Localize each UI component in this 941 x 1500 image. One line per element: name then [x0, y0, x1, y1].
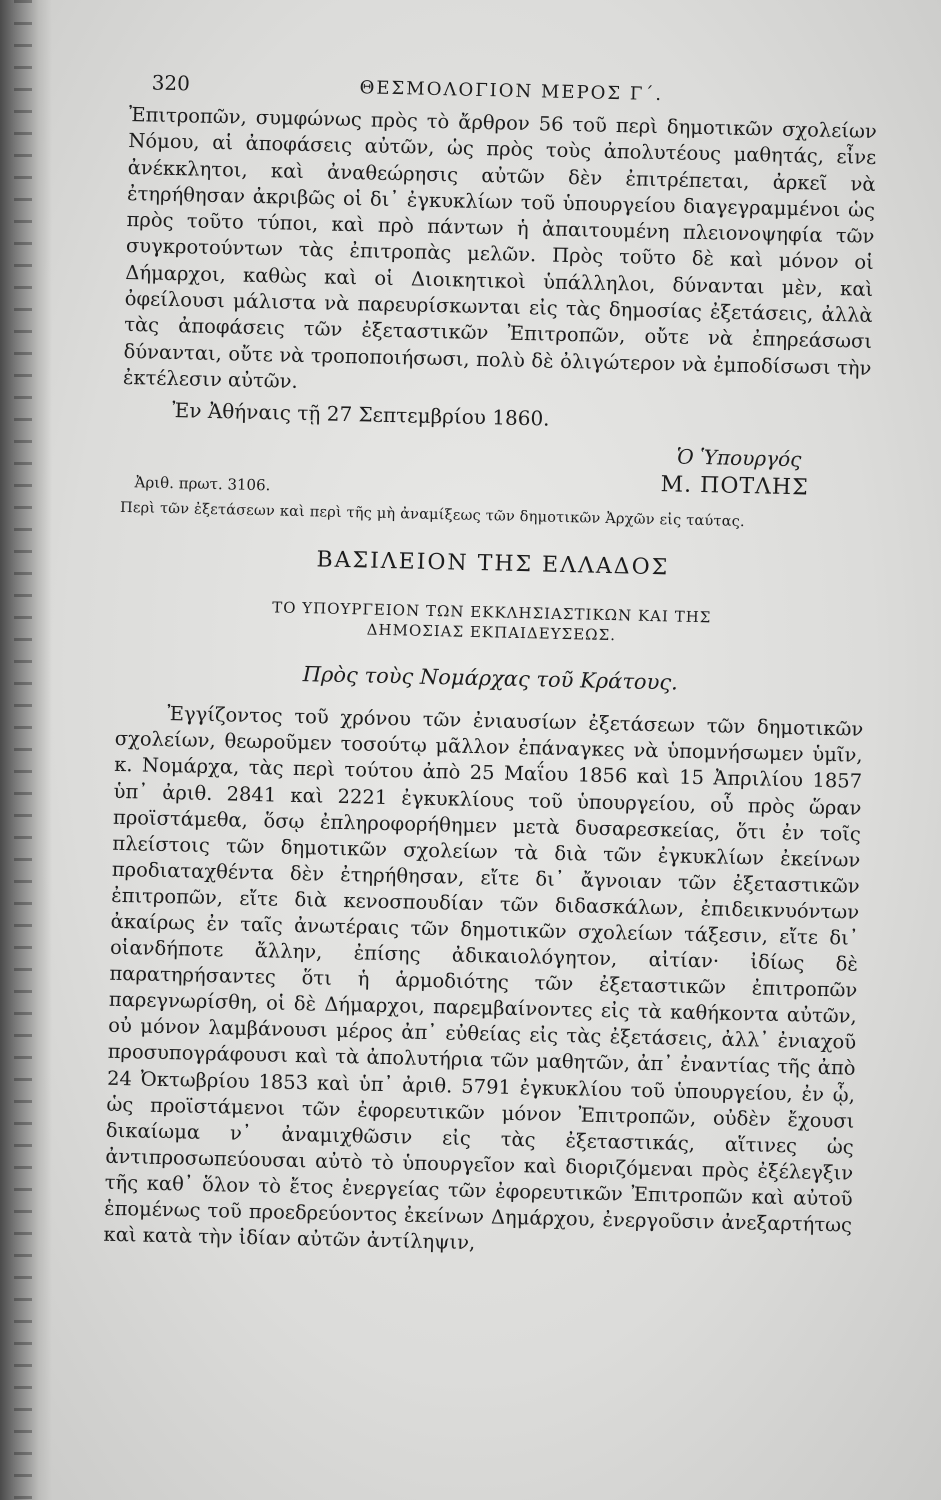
page-content	[103, 70, 878, 1265]
page-binding-shadow	[0, 0, 52, 1500]
ministry-line-2: ΔΗΜΟΣΙΑΣ ΕΚΠΑΙΔΕΥΣΕΩΣ.	[366, 620, 617, 645]
paragraph-text: Ἐγγίζοντος τοῦ χρόνου τῶν ἐνιαυσίων ἐξετάσεων τῶν δημοτικῶν σχολείων, θεωροῦμεν τοσούτῳ μᾶλλον ἐπάναγκες νὰ ὑπομνήσωμεν ὑμῖν, κ. Νομάρχα, τὰς περὶ τούτου ἀπὸ 25 Μαΐου 1856 καὶ 15 Ἀπριλίου 1857 ὑπ᾽ ἀριθ. 2841 καὶ 2221 ἐγκυκλίους τοῦ ὑπουργείου, οὗ πρὸς ὥραν προϊστάμεθα, ὅσῳ ἐπληροφορήθημεν μετὰ δυσαρεσκείας, ὅτι ἐν τοῖς πλείστοις τῶν δημοτικῶν σχολείων τὰ διὰ τῶν ἐγκυκλίων ἐκείνων προδιαταχθέντα δὲν ἐτηρήθησαν, εἴτε δι᾽ ἄγνοιαν τῶν ἐξεταστικῶν ἐπιτροπῶν, εἴτε διὰ κενοσπουδίαν τῶν διδασκάλων, ἐπιδεικνυόντων ἀκαίρως ἐν ταῖς ἀνωτέραις τῶν δημοτικῶν σχολείων τάξεσιν, εἴτε δι᾽ οἱανδήποτε ἄλλην, ἐπίσης ἀδικαιολόγητον, αἰτίαν· ἰδίως δὲ παρατηρήσαντες ὅτι ἡ ἁρμοδιότης τῶν ἐξεταστικῶν ἐπιτροπῶν παρεγνωρίσθη, οἱ δὲ Δήμαρχοι, παρεμβαίνοντες εἰς τὰ καθήκοντα αὐτῶν, οὐ μόνον λαμβάνουσι μέρος ἀπ᾽ εὐθείας εἰς τὰς ἐξετάσεις, ἀλλ᾽ ἐνιαχοῦ προσυπογράφουσι καὶ τὰ ἀπολυτήρια τῶν μαθητῶν, ἀπ᾽ ἐναντίας τῆς ἀπὸ 24 Ὀκτωβρίου 1853 καὶ ὑπ᾽ ἀριθ. 5791 ἐγκυκλίου τοῦ ὑπουργείου, ἐν ᾧ, ὡς προϊστάμενοι τῶν ἐφορευτικῶν μόνον Ἐπιτροπῶν, οὐδὲν ἔχουσι δικαίωμα ν᾽ ἀναμιχθῶσιν εἰς τὰς ἐξεταστικάς, αἵτινες ὡς ἀντιπροσωπεύουσαι αὐτὸ τὸ ὑπουργεῖον καὶ διοριζόμεναι πρὸς ἐξέλεγξιν τῆς καθ᾽ ὅλον τὸ ἔτος ἐνεργείας τῶν ἐφορευτικῶν Ἐπιτροπῶν καὶ αὐτοῦ ἑπομένως τοῦ προεδρεύοντος ἐκείνων Δημάρχου, ἐνεργοῦσιν ἀνεξαρτήτως καὶ κατὰ τὴν ἰδίαν αὐτῶν ἀντίληψιν,	[103, 702, 864, 1255]
signature-name: Μ. ΠΟΤΛΗΣ	[660, 472, 809, 501]
circular-subject: Περὶ τῶν ἐξετάσεων καὶ περὶ τῆς μὴ ἀναμίξεως τῶν δημοτικῶν Ἀρχῶν εἰς ταύτας.	[119, 500, 745, 531]
page-number: 320	[151, 70, 191, 96]
circular-body	[103, 700, 863, 1265]
running-title: ΘΕΣΜΟΛΟΓΙΟΝ ΜΕΡΟΣ Γ΄.	[359, 77, 664, 106]
ministry-heading	[117, 594, 866, 651]
kingdom-heading: ΒΑΣΙΛΕΙΟΝ ΤΗΣ ΕΛΛΑΔΟΣ	[316, 547, 670, 581]
binding-stitch-marks	[14, 0, 32, 1500]
addressee-line: Πρὸς τοὺς Νομάρχας τοῦ Κράτους.	[302, 662, 679, 695]
signature-title: Ὁ Ὑπουργός	[676, 444, 802, 472]
protocol-number: Ἀριθ. πρωτ. 3106.	[134, 473, 271, 495]
paragraph-text: Ἐπιτροπῶν, συμφώνως πρὸς τὸ ἄρθρον 56 τοῦ περὶ δημοτικῶν σχολείων Νόμου, αἱ ἀποφάσεις αὐτῶν, ὡς πρὸς τοὺς ἀπολυτέους μαθητάς, εἶνε ἀνέκκλητοι, καὶ ἀναθεώρησις αὐτῶν δὲν ἐπιτρέπεται, ἀρκεῖ νὰ ἐτηρήθησαν ἀκριβῶς οἱ δι᾽ ἐγκυκλίων τοῦ ὑπουργείου διαγεγραμμένοι ὡς πρὸς τοῦτο τύποι, καὶ πρὸ πάντων ἡ ἀπαιτουμένη πλειονοψηφία τῶν συγκροτούντων τὰς ἐπιτροπὰς μελῶν. Πρὸς τοῦτο δὲ καὶ μόνον οἱ Δήμαρχοι, καθὼς καὶ οἱ Διοικητικοὶ ὑπάλληλοι, δύνανται μὲν, καὶ ὀφείλουσι μάλιστα νὰ παρευρίσκωνται εἰς τὰς δημοσίας ἐξετάσεις, ἀλλὰ τὰς ἀποφάσεις τῶν ἐξεταστικῶν Ἐπιτροπῶν, οὔτε νὰ ἐπηρεάσωσι δύνανται, οὔτε νὰ τροποποιήσωσι, πολὺ δὲ ὀλιγώτερον νὰ ἐμποδίσωσι τὴν ἐκτέλεσιν αὐτῶν.	[122, 102, 878, 393]
continued-paragraph	[123, 102, 877, 408]
date-line: Ἐν Ἀθήναις τῇ 27 Σεπτεμβρίου 1860.	[172, 398, 550, 431]
ministry-line-1: ΤΟ ΥΠΟΥΡΓΕΙΟΝ ΤΩΝ ΕΚΚΛΗΣΙΑΣΤΙΚΩΝ ΚΑΙ ΤΗΣ	[271, 598, 712, 627]
